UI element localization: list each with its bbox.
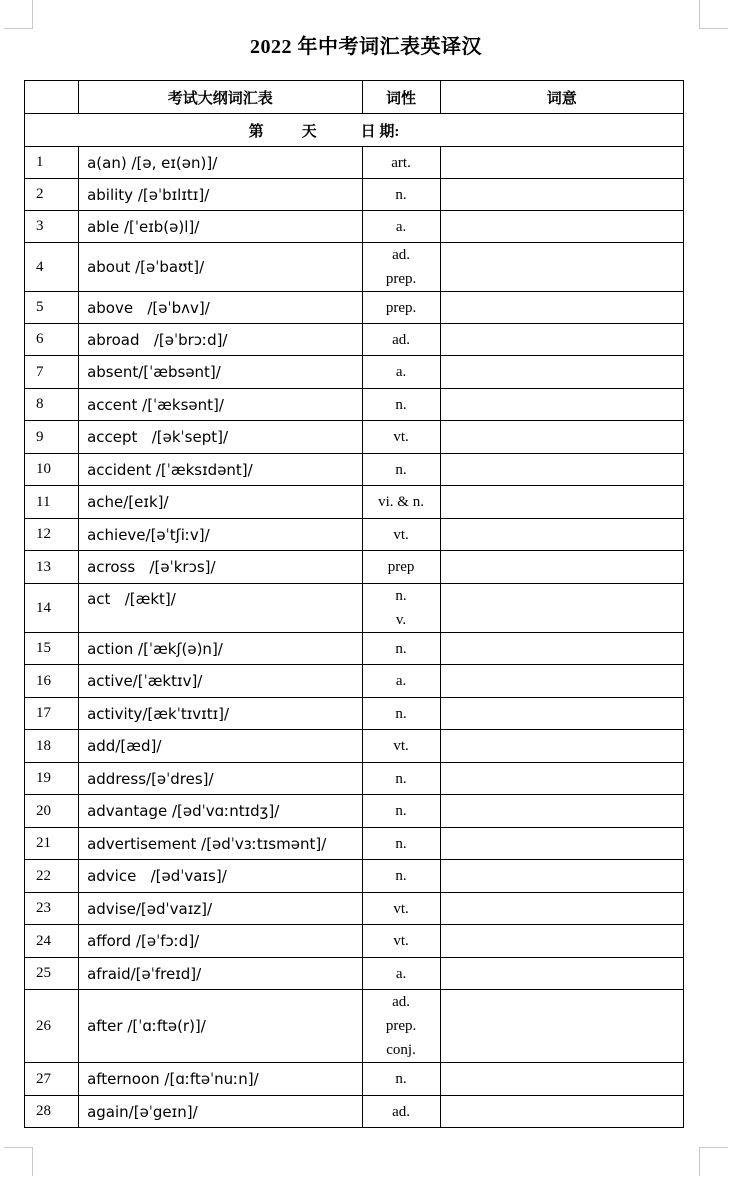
meaning-cell[interactable] xyxy=(440,211,683,243)
part-of-speech-label: conj. xyxy=(386,1042,416,1058)
part-of-speech-label: n. xyxy=(395,868,407,884)
part-of-speech-cell xyxy=(362,893,440,925)
word-phonetic-cell: act /[ækt]/ xyxy=(79,584,362,633)
meaning-cell[interactable] xyxy=(440,454,683,486)
word-phonetic-cell: afraid/[əˈfreɪd]/ xyxy=(79,958,362,990)
part-of-speech-cell xyxy=(362,243,440,292)
day-date-cell xyxy=(25,114,684,147)
vocabulary-table xyxy=(24,80,684,1128)
part-of-speech-cell xyxy=(362,860,440,893)
page-corner-mark xyxy=(699,0,728,29)
part-of-speech-cell xyxy=(362,763,440,795)
word-phonetic-cell: a(an) /[ə, eɪ(ən)]/ xyxy=(79,147,362,179)
word-phonetic-cell: about /[əˈbaʊt]/ xyxy=(79,243,362,292)
row-number-cell: 15 xyxy=(25,633,79,665)
part-of-speech-label: vt. xyxy=(393,738,409,754)
part-of-speech-cell xyxy=(362,324,440,356)
row-number-cell: 22 xyxy=(25,860,79,893)
word-phonetic-cell: able /[ˈeɪb(ə)l]/ xyxy=(79,211,362,243)
part-of-speech-label: vt. xyxy=(393,933,409,949)
word-phonetic-cell: accident /[ˈæksɪdənt]/ xyxy=(79,454,362,486)
part-of-speech-label: ad. xyxy=(392,1103,411,1120)
part-of-speech-label: vi. & n. xyxy=(378,494,424,510)
part-of-speech-cell xyxy=(362,211,440,243)
part-of-speech-label: prep xyxy=(387,559,415,575)
part-of-speech-label: n. xyxy=(395,640,407,657)
part-of-speech-cell xyxy=(362,551,440,584)
part-of-speech-label: n. xyxy=(395,835,407,852)
word-phonetic-cell: advise/[ədˈvaɪz]/ xyxy=(79,893,362,925)
table-row xyxy=(25,421,684,454)
meaning-cell[interactable] xyxy=(440,763,683,795)
meaning-cell[interactable] xyxy=(440,958,683,990)
row-number-cell: 19 xyxy=(25,763,79,795)
part-of-speech-cell xyxy=(362,584,440,633)
row-number-cell: 11 xyxy=(25,486,79,519)
table-row xyxy=(25,292,684,324)
meaning-cell[interactable] xyxy=(440,292,683,324)
part-of-speech-label: v. xyxy=(395,612,407,628)
row-number-cell: 25 xyxy=(25,958,79,990)
word-phonetic-cell: advice /[ədˈvaɪs]/ xyxy=(79,860,362,893)
word-phonetic-cell: address/[əˈdres]/ xyxy=(79,763,362,795)
header-meaning-cell: 词意 xyxy=(440,81,683,114)
table-row xyxy=(25,179,684,211)
row-number-cell: 4 xyxy=(25,243,79,292)
meaning-cell[interactable] xyxy=(440,584,683,633)
meaning-cell[interactable] xyxy=(440,324,683,356)
row-number-cell: 10 xyxy=(25,454,79,486)
part-of-speech-cell xyxy=(362,665,440,698)
header-number-cell xyxy=(25,81,79,114)
word-phonetic-cell: action /[ˈækʃ(ə)n]/ xyxy=(79,633,362,665)
part-of-speech-cell xyxy=(362,519,440,551)
page-corner-mark xyxy=(4,0,33,29)
table-row xyxy=(25,486,684,519)
part-of-speech-label: a. xyxy=(395,364,407,380)
row-number-cell: 20 xyxy=(25,795,79,828)
part-of-speech-label: ad. xyxy=(392,247,411,263)
meaning-cell[interactable] xyxy=(440,633,683,665)
table-row xyxy=(25,763,684,795)
word-phonetic-cell: accent /[ˈæksənt]/ xyxy=(79,389,362,421)
table-row xyxy=(25,990,684,1063)
meaning-cell[interactable] xyxy=(440,356,683,389)
meaning-cell[interactable] xyxy=(440,421,683,454)
part-of-speech-cell xyxy=(362,486,440,519)
word-phonetic-cell: accept /[əkˈsept]/ xyxy=(79,421,362,454)
row-number-cell: 8 xyxy=(25,389,79,421)
row-number-cell: 21 xyxy=(25,828,79,860)
part-of-speech-label: prep. xyxy=(385,1018,417,1034)
word-phonetic-cell: activity/[ækˈtɪvɪtɪ]/ xyxy=(79,698,362,730)
meaning-cell[interactable] xyxy=(440,551,683,584)
meaning-cell[interactable] xyxy=(440,1063,683,1096)
table-row xyxy=(25,584,684,633)
table-row xyxy=(25,519,684,551)
page-corner-mark xyxy=(699,1147,728,1176)
part-of-speech-label: vt. xyxy=(393,429,409,445)
part-of-speech-label: ad. xyxy=(392,994,411,1010)
meaning-cell[interactable] xyxy=(440,519,683,551)
page-corner-mark xyxy=(4,1147,33,1176)
table-row xyxy=(25,633,684,665)
part-of-speech-cell xyxy=(362,454,440,486)
part-of-speech-label: ad. xyxy=(392,331,411,348)
meaning-cell[interactable] xyxy=(440,147,683,179)
part-of-speech-cell xyxy=(362,356,440,389)
header-pos-cell: 词性 xyxy=(362,81,440,114)
word-phonetic-cell: absent/[ˈæbsənt]/ xyxy=(79,356,362,389)
table-row xyxy=(25,243,684,292)
word-phonetic-cell: afford /[əˈfɔːd]/ xyxy=(79,925,362,958)
row-number-cell: 24 xyxy=(25,925,79,958)
part-of-speech-cell xyxy=(362,147,440,179)
row-number-cell: 1 xyxy=(25,147,79,179)
part-of-speech-label: n. xyxy=(395,705,407,722)
document-title: 2022 年中考词汇表英译汉 xyxy=(250,36,482,58)
day-label: 第 xyxy=(248,123,264,140)
part-of-speech-cell xyxy=(362,698,440,730)
row-number-cell: 16 xyxy=(25,665,79,698)
row-number-cell: 18 xyxy=(25,730,79,763)
part-of-speech-label: n. xyxy=(395,1071,407,1087)
word-phonetic-cell: abroad /[əˈbrɔːd]/ xyxy=(79,324,362,356)
part-of-speech-label: n. xyxy=(395,803,407,819)
meaning-cell[interactable] xyxy=(440,795,683,828)
table-row xyxy=(25,860,684,893)
word-phonetic-cell: across /[əˈkrɔs]/ xyxy=(79,551,362,584)
part-of-speech-cell xyxy=(362,179,440,211)
table-row xyxy=(25,958,684,990)
meaning-cell[interactable] xyxy=(440,990,683,1063)
part-of-speech-cell xyxy=(362,1063,440,1096)
part-of-speech-cell xyxy=(362,292,440,324)
meaning-cell[interactable] xyxy=(440,893,683,925)
table-row xyxy=(25,1063,684,1096)
table-row xyxy=(25,730,684,763)
part-of-speech-label: a. xyxy=(395,673,407,689)
date-label: 日 期: xyxy=(360,123,400,140)
part-of-speech-label: prep. xyxy=(385,299,417,316)
table-row xyxy=(25,893,684,925)
part-of-speech-cell xyxy=(362,925,440,958)
meaning-cell[interactable] xyxy=(440,1096,683,1128)
part-of-speech-cell xyxy=(362,730,440,763)
meaning-cell[interactable] xyxy=(440,698,683,730)
part-of-speech-cell xyxy=(362,958,440,990)
meaning-cell[interactable] xyxy=(440,179,683,211)
meaning-cell[interactable] xyxy=(440,925,683,958)
part-of-speech-label: n. xyxy=(395,588,407,604)
part-of-speech-cell xyxy=(362,1096,440,1128)
table-row xyxy=(25,324,684,356)
part-of-speech-label: n. xyxy=(395,186,407,203)
row-number-cell: 6 xyxy=(25,324,79,356)
part-of-speech-label: n. xyxy=(395,396,407,413)
word-phonetic-cell: after /[ˈɑːftə(r)]/ xyxy=(79,990,362,1063)
row-number-cell: 23 xyxy=(25,893,79,925)
meaning-cell[interactable] xyxy=(440,486,683,519)
row-number-cell: 2 xyxy=(25,179,79,211)
word-phonetic-cell: ache/[eɪk]/ xyxy=(79,486,362,519)
word-phonetic-cell: advertisement /[ədˈvɜːtɪsmənt]/ xyxy=(79,828,362,860)
word-phonetic-cell: above /[əˈbʌv]/ xyxy=(79,292,362,324)
part-of-speech-label: art. xyxy=(391,154,411,171)
row-number-cell: 9 xyxy=(25,421,79,454)
word-phonetic-cell: ability /[əˈbɪlɪtɪ]/ xyxy=(79,179,362,211)
part-of-speech-cell xyxy=(362,990,440,1063)
meaning-cell[interactable] xyxy=(440,730,683,763)
table-row xyxy=(25,356,684,389)
day-unit-label: 天 xyxy=(301,123,317,140)
row-number-cell: 14 xyxy=(25,584,79,633)
table-row xyxy=(25,147,684,179)
part-of-speech-cell xyxy=(362,828,440,860)
row-number-cell: 7 xyxy=(25,356,79,389)
part-of-speech-cell xyxy=(362,389,440,421)
table-row xyxy=(25,665,684,698)
table-row xyxy=(25,454,684,486)
word-phonetic-cell: advantage /[ədˈvɑːntɪdʒ]/ xyxy=(79,795,362,828)
meaning-cell[interactable] xyxy=(440,860,683,893)
meaning-cell[interactable] xyxy=(440,389,683,421)
row-number-cell: 27 xyxy=(25,1063,79,1096)
word-phonetic-cell: again/[əˈgeɪn]/ xyxy=(79,1096,362,1128)
table-row xyxy=(25,211,684,243)
meaning-cell[interactable] xyxy=(440,243,683,292)
table-row xyxy=(25,925,684,958)
meaning-cell[interactable] xyxy=(440,665,683,698)
row-number-cell: 17 xyxy=(25,698,79,730)
table-row xyxy=(25,698,684,730)
header-word-cell: 考试大纲词汇表 xyxy=(79,81,362,114)
part-of-speech-label: a. xyxy=(395,965,407,982)
part-of-speech-cell xyxy=(362,421,440,454)
part-of-speech-cell xyxy=(362,633,440,665)
row-number-cell: 5 xyxy=(25,292,79,324)
table-row xyxy=(25,828,684,860)
row-number-cell: 3 xyxy=(25,211,79,243)
word-phonetic-cell: afternoon /[ɑːftəˈnuːn]/ xyxy=(79,1063,362,1096)
part-of-speech-label: vt. xyxy=(393,900,409,917)
row-number-cell: 13 xyxy=(25,551,79,584)
part-of-speech-label: a. xyxy=(395,218,407,235)
part-of-speech-cell xyxy=(362,795,440,828)
part-of-speech-label: n. xyxy=(395,770,407,787)
row-number-cell: 26 xyxy=(25,990,79,1063)
day-date-row xyxy=(25,114,684,147)
part-of-speech-label: vt. xyxy=(393,526,409,543)
table-row xyxy=(25,551,684,584)
table-row xyxy=(25,795,684,828)
word-phonetic-cell: add/[æd]/ xyxy=(79,730,362,763)
word-phonetic-cell: active/[ˈæktɪv]/ xyxy=(79,665,362,698)
part-of-speech-label: prep. xyxy=(385,271,417,287)
row-number-cell: 12 xyxy=(25,519,79,551)
table-row xyxy=(25,1096,684,1128)
meaning-cell[interactable] xyxy=(440,828,683,860)
part-of-speech-label: n. xyxy=(395,461,407,478)
row-number-cell: 28 xyxy=(25,1096,79,1128)
table-header-row xyxy=(25,81,684,114)
word-phonetic-cell: achieve/[əˈtʃiːv]/ xyxy=(79,519,362,551)
table-row xyxy=(25,389,684,421)
